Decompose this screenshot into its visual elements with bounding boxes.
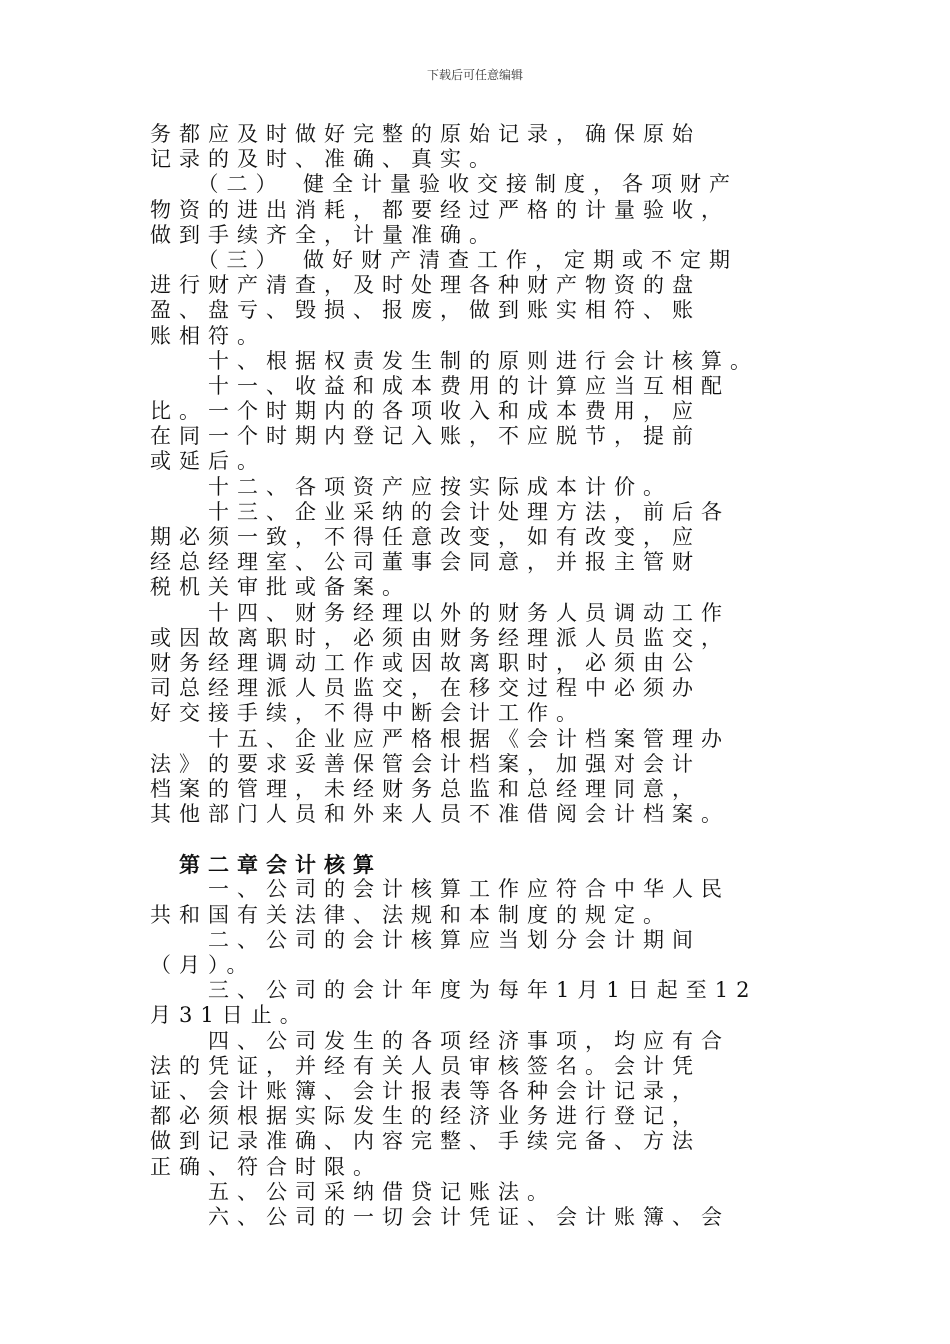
chapter-heading (150, 852, 830, 877)
paragraph-line: （二） 健全计量验收交接制度，各项财产 (150, 172, 738, 197)
paragraph-line: 记录的及时、准确、真实。 (150, 147, 498, 172)
paragraph-line: 进行财产清查，及时处理各种财产物资的盘 (150, 273, 701, 298)
paragraph-line: 或因故离职时，必须由财务经理派人员监交， (150, 625, 730, 650)
paragraph-line: 法》的要求妥善保管会计档案，加强对会计 (150, 751, 701, 776)
paragraph-line: 四、公司发生的各项经济事项，均应有合 (150, 1028, 730, 1053)
paragraph-line: 十三、企业采纳的会计处理方法，前后各 (150, 499, 730, 524)
chapter-title: 第二章会计核算 (179, 852, 382, 878)
paragraph-line: 五、公司采纳借贷记账法。 (150, 1179, 556, 1204)
paragraph-line: 三、公司的会计年度为每年1月1日起至12 (150, 978, 758, 1003)
paragraph-line: （月）。 (150, 953, 256, 977)
paragraph-line: 十、根据权责发生制的原则进行会计核算。 (150, 348, 759, 373)
paragraph-line: 比。一个时期内的各项收入和成本费用，应 (150, 399, 701, 424)
paragraph-line: 或延后。 (150, 449, 266, 474)
paragraph-line: 经总经理室、公司董事会同意，并报主管财 (150, 550, 701, 575)
paragraph-line: 法的凭证，并经有关人员审核签名。会计凭 (150, 1053, 701, 1078)
paragraph-line: 十一、收益和成本费用的计算应当互相配 (150, 373, 730, 398)
paragraph-line: 十四、财务经理以外的财务人员调动工作 (150, 600, 730, 625)
paragraph-line: 档案的管理，未经财务总监和总经理同意， (150, 776, 701, 801)
paragraph-line: 物资的进出消耗，都要经过严格的计量验收， (150, 197, 730, 222)
paragraph-line: 司总经理派人员监交，在移交过程中必须办 (150, 676, 701, 701)
paragraph-line: 财务经理调动工作或因故离职时，必须由公 (150, 650, 701, 675)
paragraph-line: 十五、企业应严格根据《会计档案管理办 (150, 726, 730, 751)
paragraph-line: （三） 做好财产清查工作，定期或不定期 (150, 247, 738, 272)
paragraph-line: 其他部门人员和外来人员不准借阅会计档案。 (150, 802, 730, 827)
paragraph-line: 好交接手续，不得中断会计工作。 (150, 701, 585, 726)
paragraph-line: 务都应及时做好完整的原始记录，确保原始 (150, 122, 701, 146)
document-body (150, 122, 830, 1230)
paragraph-line: 证、会计账簿、会计报表等各种会计记录， (150, 1078, 701, 1103)
paragraph-line: 税机关审批或备案。 (150, 575, 411, 600)
paragraph-line: 都必须根据实际发生的经济业务进行登记， (150, 1104, 701, 1129)
paragraph-line: 十二、各项资产应按实际成本计价。 (150, 474, 672, 499)
paragraph-line: 二、公司的会计核算应当划分会计期间 (150, 927, 701, 952)
section-gap (150, 827, 830, 852)
paragraph-line: 做到记录准确、内容完整、手续完备、方法 (150, 1129, 701, 1154)
paragraph-line: 一、公司的会计核算工作应符合中华人民 (150, 877, 730, 902)
paragraph-line: 做到手续齐全，计量准确。 (150, 222, 498, 247)
paragraph-line: 正确、符合时限。 (150, 1154, 382, 1179)
paragraph-line: 月31日止。 (150, 1003, 309, 1028)
paragraph-line: 在同一个时期内登记入账，不应脱节，提前 (150, 424, 701, 449)
paragraph-line: 期必须一致，不得任意改变，如有改变，应 (150, 525, 701, 549)
paragraph-line: 账相符。 (150, 323, 266, 348)
paragraph-line: 共和国有关法律、法规和本制度的规定。 (150, 902, 672, 927)
page-header: 下载后可任意编辑 (426, 68, 523, 82)
paragraph-line: 六、公司的一切会计凭证、会计账簿、会 (150, 1204, 730, 1229)
paragraph-line: 盈、盘亏、毁损、报废，做到账实相符、账 (150, 298, 701, 323)
